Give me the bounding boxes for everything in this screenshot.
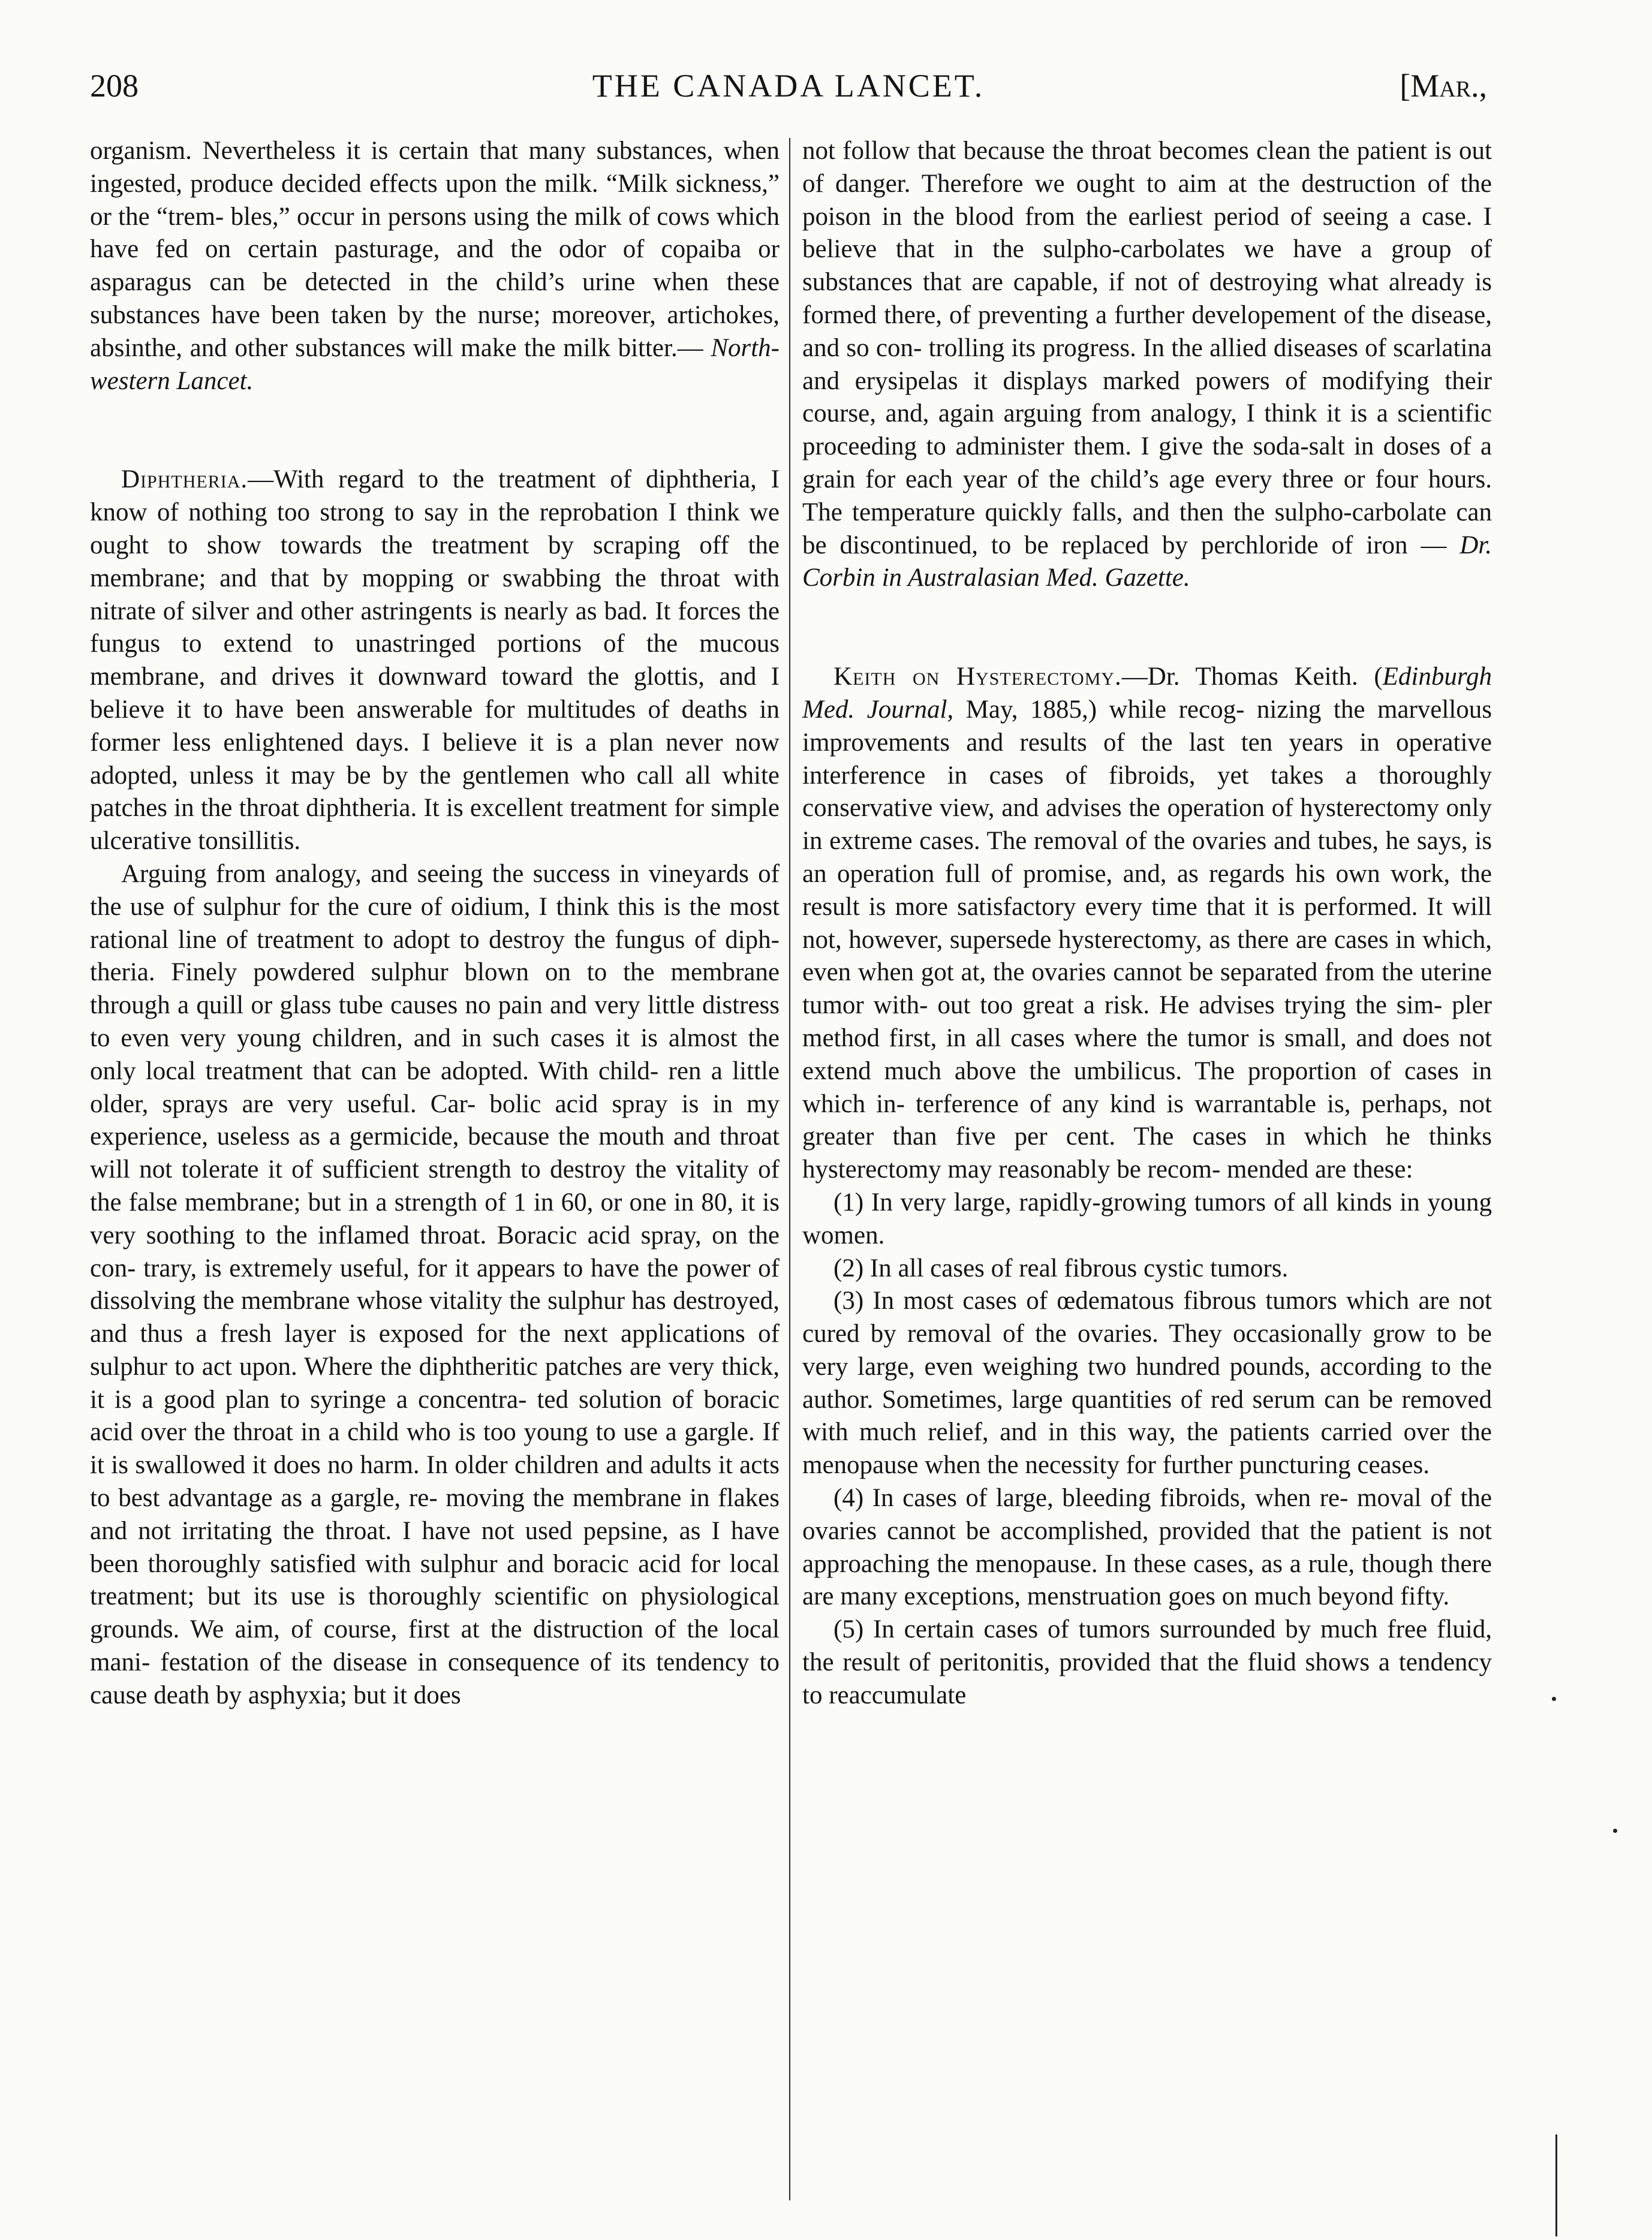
keith-journal: Edinburgh Med. Journal,	[802, 663, 1492, 724]
left-column	[90, 135, 780, 1712]
journal-title: THE CANADA LANCET.	[592, 68, 985, 104]
right-column	[802, 135, 1492, 1712]
scan-edge-mark	[1555, 2134, 1557, 2236]
keith-item-3: (3) In most cases of œdematous fibrous tumors which are not cured by removal of the ovaries. They occasionally grow to be very large, even weighing two hundred pounds, according to the author. Sometimes, large quantities of red serum can be removed with much relief, and in this way, the patients carried over the menopause when the necessity for further puncturing ceases.	[802, 1287, 1492, 1480]
continuation-paragraph	[90, 135, 780, 398]
diphtheria-paragraph-2: Arguing from analogy, and seeing the success in vineyards of the use of sulphur for the cure of oidium, I think this is the most rational line of treatment to adopt to destroy the fungus of diph- theria. Finely powdered sulphur blown on to the membrane through a quill or glass tube causes no pain and very little distress to even very young children, and in such cases it is almost the only local treatment that can be adopted. With child- ren a little older, sprays are very useful. Car- bolic acid spray is in my experience, useless as a germicide, because the mouth and throat will not tolerate it of sufficient strength to destroy the vitality of the false membrane; but in a strength of 1 in 60, or one in 80, it is very soothing to the inflamed throat. Boracic acid spray, on the con- trary, is extremely useful, for it appears to have the power of dissolving the membrane whose vitality the sulphur has destroyed, and thus a fresh layer is exposed for the next applications of sulphur to act upon. Where the diphtheritic patches are very thick, it is a good plan to syringe a concentra- ted solution of boracic acid over the throat in a child who is too young to use a gargle. If it is swallowed it does no harm. In older children and adults it acts to best advantage as a gargle, re- moving the membrane in flakes and not irritating the throat. I have not used pepsine, as I have been thoroughly satisfied with sulphur and boracic acid for local treatment; but its use is thoroughly scientific on physiological grounds. We aim, of course, first at the distruction of the local mani- festation of the disease in consequence of its tendency to cause death by asphyxia; but it does	[90, 859, 780, 1709]
issue-month: [Mar.,	[1400, 68, 1487, 104]
continuation-text: organism. Nevertheless it is certain that many substances, when ingested, produce decided effects upon the milk. “Milk sickness,” or the “trem- bles,” occur in persons using the milk of cows which have fed on certain pasturage, and the odor of copaiba or asparagus can be detected in the child’s urine when these substances have been taken by the nurse; moreover, artichokes, absinthe, and other substances will make the milk bitter.—	[90, 137, 780, 362]
keith-item-4: (4) In cases of large, bleeding fibroids, when re- moval of the ovaries cannot be accomplished, provided that the patient is not approaching the menopause. In these cases, as a rule, though there are many exceptions, menstruation goes on much beyond fifty.	[802, 1484, 1492, 1611]
section-gap	[802, 595, 1492, 661]
diphtheria-heading: Diphtheria.	[121, 465, 248, 494]
diphtheria-p1-text: —With regard to the treatment of diphtheria, I know of nothing too strong to say in the reprobation I think we ought to show towards the treatment by scraping off the membrane; and that by mopping or swabbing the throat with nitrate of silver and other astringents is nearly as bad. It forces the fungus to extend to unastringed portions of the mucous membrane, and drives it downward toward the glottis, and I believe it to have been answerable for multitudes of deaths in former less enlightened days. I believe it is a plan never now adopted, unless it may be by the gentlemen who call all white patches in the throat diphtheria. It is excellent treatment for simple ulcerative tonsillitis.	[90, 465, 780, 856]
keith-heading: Keith on Hysterectomy.	[833, 663, 1122, 691]
page-number: 208	[90, 68, 139, 104]
section-gap	[90, 398, 780, 463]
keith-item-1: (1) In very large, rapidly-growing tumors of all kinds in young women.	[802, 1188, 1492, 1250]
continuation-source: North-western Lancet.	[90, 333, 780, 395]
column-rule	[789, 138, 790, 2200]
keith-item-2: (2) In all cases of real fibrous cystic tumors.	[833, 1254, 1289, 1282]
keith-intro-b: May, 1885,) while recog- nizing the marvellous improvements and results of the last ten years in operative interference in cases of fibroids, yet takes a thoroughly conservative view, and advises the operation of hysterectomy only in extreme cases. The removal of the ovaries and tubes, he says, is an operation full of promise, and, as regards his own work, the result is more satisfactory every time that it is performed. It will not, however, supersede hysterectomy, as there are cases in which, even when got at, the ovaries cannot be separated from the uterine tumor with- out too great a risk. He advises trying the sim- pler method first, in all cases where the tumor is small, and does not extend much above the umbilicus. The proportion of cases in which in- terference of any kind is warrantable is, perhaps, not greater than five per cent. The cases in which he thinks hysterectomy may reasonably be recom- mended are these:	[802, 695, 1492, 1184]
scan-edge-mark	[1613, 1829, 1617, 1833]
keith-intro-a: —Dr. Thomas Keith. (	[1121, 663, 1383, 691]
page-header	[90, 67, 1487, 109]
diphtheria-cont-text: not follow that because the throat becomes clean the patient is out of danger. Therefore we ought to aim at the destruction of the poison in the blood from the earliest period of seeing a case. I believe that in the sulpho-carbolates we have a group of substances that are capable, if not of destroying what already is formed there, of preventing a further developement of the disease, and so con- trolling its progress. In the allied diseases of scarlatina and erysipelas it displays marked powers of modifying their course, and, again arguing from analogy, I think it is a scientific proceeding to administer them. I give the soda-salt in doses of a grain for each year of the child’s age every three or four hours. The temperature quickly falls, and then the sulpho-carbolate can be discontinued, to be replaced by perchloride of iron —	[802, 137, 1492, 559]
scan-edge-mark	[1552, 1697, 1556, 1701]
diphtheria-source: Dr. Corbin in Australasian Med. Gazette.	[802, 531, 1492, 592]
keith-item-5: (5) In certain cases of tumors surrounded by much free fluid, the result of peritonitis, provided that the fluid shows a tendency to reaccumulate	[802, 1615, 1492, 1709]
diphtheria-continuation	[802, 135, 1492, 595]
diphtheria-paragraph-1	[90, 463, 780, 858]
keith-intro-paragraph	[802, 661, 1492, 1187]
